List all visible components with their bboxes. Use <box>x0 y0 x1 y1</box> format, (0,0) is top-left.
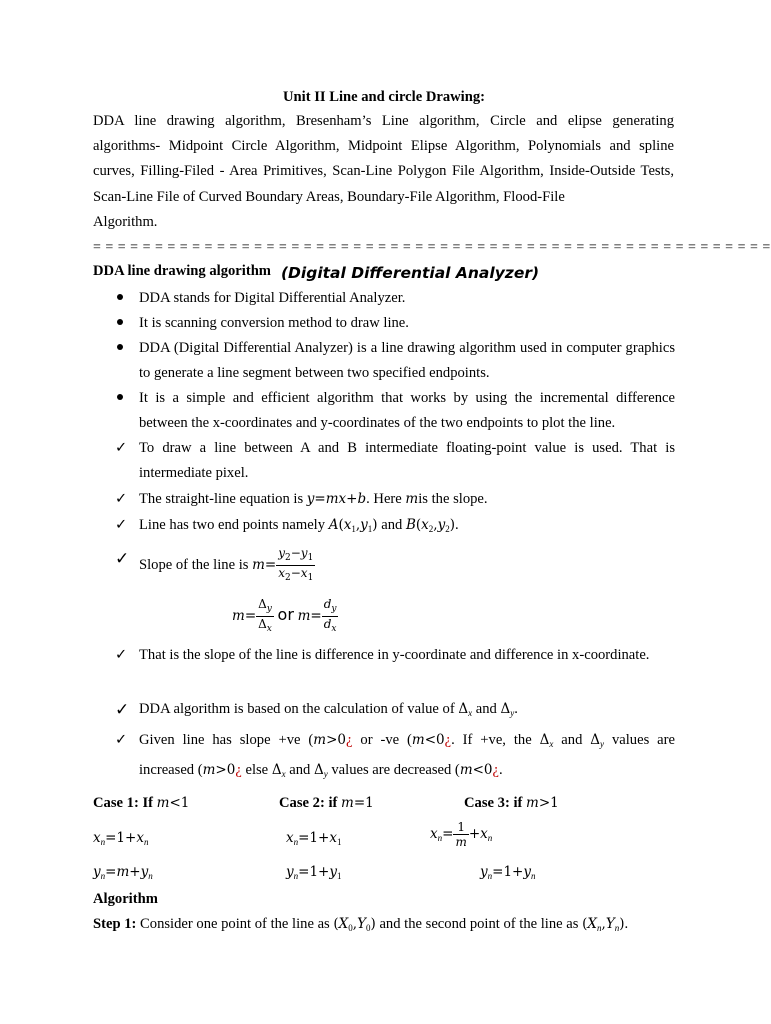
check-text: To draw a line between A and B intermediate floating-point value is used. That is intermediate pixel. <box>139 440 675 482</box>
check-item <box>115 436 675 486</box>
check-text-continued: increased (m>0¿ else $\Delta_x$ and $\Delta_y$ values are decreased (m<0¿. <box>139 762 503 779</box>
case-3-x: $x_n=$ $\frac{1}{m}$ $+x_n$ <box>430 820 493 849</box>
slope-formula: m= $\frac{\Delta_y}{\Delta_x}$ or m= $\frac{d_y}{d_x}$ <box>232 597 337 634</box>
case-2-x: $x_n=1+x_1$ <box>286 830 342 847</box>
case-3-heading: Case 3: if m>1 <box>464 795 559 811</box>
point-b: B <box>405 517 416 533</box>
separator-line: = = = = = = = = = = = = = = = = = = = = = = = = = = = = = = = = = = = = = = = = = = = = = = = = = = = = = = = <box>93 240 771 255</box>
checkmark-icon: ✓ <box>115 517 128 533</box>
page-title: Unit II Line and circle Drawing: <box>282 89 486 105</box>
check-text: The straight-line equation is y=mx+b. Here mis the slope. <box>139 491 488 507</box>
checkmark-icon: ✓ <box>115 440 128 456</box>
bullet-item <box>115 336 675 386</box>
section-heading <box>93 263 539 282</box>
point-a: A <box>328 517 339 533</box>
check-item <box>115 697 675 726</box>
intro-text-end: Algorithm. <box>93 213 158 230</box>
algorithm-heading: Algorithm <box>93 891 158 907</box>
bullet-item <box>115 311 675 336</box>
case-1-x: $x_n=1+x_n$ <box>93 830 149 847</box>
bullet-icon <box>115 311 133 336</box>
check-item <box>115 487 675 512</box>
case-3-y: $y_n=1+y_n$ <box>480 864 536 881</box>
bullet-icon <box>115 286 133 311</box>
intro-paragraph <box>93 109 674 235</box>
checkmark-icon: ✓ <box>115 647 128 663</box>
check-text: Slope of the line is m= $\frac{y_2-y_1}{x_2-x_1}$ <box>139 546 314 583</box>
check-item <box>115 728 675 757</box>
bullet-text: DDA stands for Digital Differential Analyzer. <box>139 290 406 306</box>
checkmark-icon: ✓ <box>115 700 130 719</box>
check-text: Given line has slope +ve (m>0¿ or -ve (m<0¿. If +ve, the $\Delta_x$ and $\Delta_y$ values are <box>139 732 675 749</box>
cases-y-row <box>93 864 693 884</box>
slope-fraction: $\frac{y_2-y_1}{x_2-x_1}$ <box>278 546 314 583</box>
section-subtitle: (Digital Differential Analyzer) <box>280 264 540 282</box>
check-text: DDA algorithm is based on the calculation of value of $\Delta_x$ and $\Delta_y$. <box>139 701 518 718</box>
bullet-item <box>115 286 675 311</box>
bullet-item <box>115 386 675 436</box>
cases-x-row <box>93 820 693 858</box>
bullet-text: It is a simple and efficient algorithm that works by using the incremental difference between the x-coordinates and y-coordinates of the two endpoints to plot the line. <box>139 390 675 432</box>
section-heading-text: DDA line drawing algorithm <box>93 263 271 279</box>
case-2-y: $y_n=1+y_1$ <box>286 864 342 881</box>
bullet-icon <box>115 386 133 411</box>
checkmark-icon: ✓ <box>115 549 130 568</box>
check-item <box>115 513 675 542</box>
algorithm-step-1: Step 1: Consider one point of the line as $(X_0,Y_0)$ and the second point of the line as $(X_n,Y_n)$. <box>93 916 629 933</box>
case-2-heading: Case 2: if m=1 <box>279 795 374 811</box>
check-text: Line has two end points namely $A(x_1,y_1)$ and $B(x_2,y_2)$. <box>139 517 459 534</box>
case-1-y: $y_n=m+y_n$ <box>93 864 153 881</box>
case-1-heading: Case 1: If m<1 <box>93 795 190 811</box>
check-text: That is the slope of the line is difference in y-coordinate and difference in x-coordinate. <box>139 647 650 663</box>
bullet-text: DDA (Digital Differential Analyzer) is a line drawing algorithm used in computer graphics to generate a line segment between two specified endpoints. <box>139 340 675 382</box>
checkmark-icon: ✓ <box>115 732 128 748</box>
line-equation: y=mx+b <box>306 491 367 507</box>
check-item <box>115 643 675 668</box>
bullet-text: It is scanning conversion method to draw line. <box>139 315 409 331</box>
check-item <box>115 546 675 585</box>
bullet-icon <box>115 336 133 361</box>
cases-row <box>93 795 693 815</box>
checkmark-icon: ✓ <box>115 491 128 507</box>
intro-text: DDA line drawing algorithm, Bresenham’s Line algorithm, Circle and elipse generating algorithms- Midpoint Circle Algorithm, Midpoint Elipse Algorithm, Polynomials and spline curves, Filling-Filed - Area Primitives, Scan-Line Polygon File Algorithm, Inside-Outside Tests, Scan-Line File of Curved Boundary Areas, Boundary-File Algorithm, Flood-File <box>93 113 674 205</box>
